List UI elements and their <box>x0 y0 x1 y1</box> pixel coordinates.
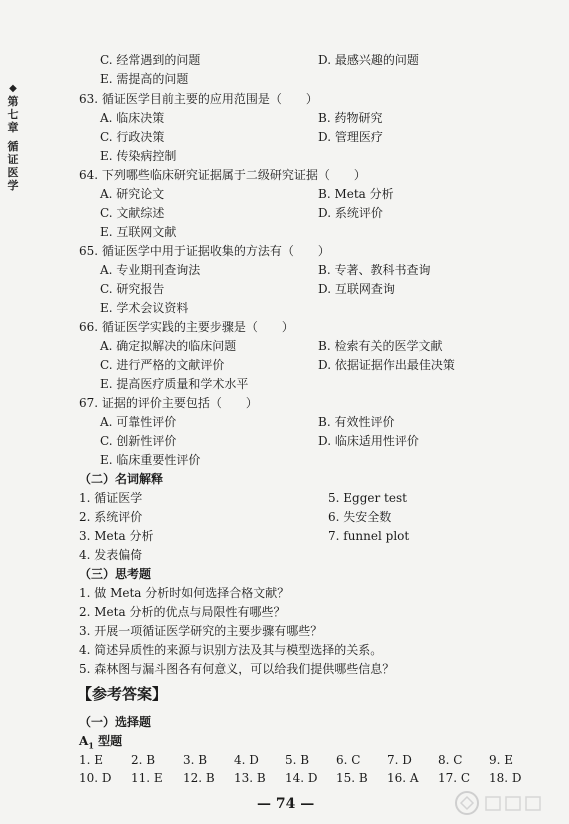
option-b: B. 药物研究 <box>318 111 383 125</box>
answers-subheading: （一）选择题 <box>79 715 152 729</box>
answer-item: 11. E <box>131 771 163 785</box>
q62-option-e: E. 需提高的问题 <box>100 72 189 86</box>
question-stem: 64. 下列哪些临床研究证据属于二级研究证据（ ） <box>79 168 366 182</box>
q62-option-d: D. 最感兴趣的问题 <box>318 53 419 67</box>
answer-item: 12. B <box>183 771 215 785</box>
option-c: C. 创新性评价 <box>100 434 177 448</box>
option-e: E. 提高医疗质量和学术水平 <box>100 377 249 391</box>
thinking-item: 5. 森林图与漏斗图各有何意义，可以给我们提供哪些信息？ <box>79 662 395 676</box>
option-b: B. 有效性评价 <box>318 415 395 429</box>
answer-item: 8. C <box>438 753 463 767</box>
answer-item: 14. D <box>285 771 318 785</box>
answer-item: 2. B <box>131 753 156 767</box>
thinking-item: 2. Meta 分析的优点与局限性有哪些？ <box>79 605 286 619</box>
thinking-item: 3. 开展一项循证医学研究的主要步骤有哪些？ <box>79 624 323 638</box>
option-a: A. 专业期刊查询法 <box>100 263 201 277</box>
thinking-item: 1. 做 Meta 分析时如何选择合格文献？ <box>79 586 290 600</box>
terms-heading: （二）名词解释 <box>79 472 164 486</box>
watermark-icon <box>452 788 562 818</box>
q62-option-c: C. 经常遇到的问题 <box>100 53 201 67</box>
option-b: B. 专著、教科书查询 <box>318 263 431 277</box>
term-item: 1. 循证医学 <box>79 491 143 505</box>
answer-item: 3. B <box>183 753 208 767</box>
option-e: E. 临床重要性评价 <box>100 453 201 467</box>
term-item: 6. 失安全数 <box>328 510 392 524</box>
term-item: 4. 发表偏倚 <box>79 548 143 562</box>
question-stem: 66. 循证医学实践的主要步骤是（ ） <box>79 320 294 334</box>
answer-item: 15. B <box>336 771 368 785</box>
option-d: D. 临床适用性评价 <box>318 434 419 448</box>
question-stem: 65. 循证医学中用于证据收集的方法有（ ） <box>79 244 330 258</box>
answer-item: 13. B <box>234 771 266 785</box>
answer-item: 17. C <box>438 771 471 785</box>
option-b: B. Meta 分析 <box>318 187 394 201</box>
answer-item: 1. E <box>79 753 104 767</box>
thinking-item: 4. 简述异质性的来源与识别方法及其与模型选择的关系。 <box>79 643 383 657</box>
answer-item: 6. C <box>336 753 361 767</box>
answers-heading: 【参考答案】 <box>77 685 168 703</box>
watermark-logo <box>452 788 562 818</box>
option-e: E. 互联网文献 <box>100 225 177 239</box>
option-a: A. 研究论文 <box>100 187 165 201</box>
option-d: D. 管理医疗 <box>318 130 383 144</box>
option-a: A. 可靠性评价 <box>100 415 177 429</box>
option-c: C. 文献综述 <box>100 206 165 220</box>
sidebar-title: 循证医学 <box>7 140 19 192</box>
option-c: C. 进行严格的文献评价 <box>100 358 225 372</box>
page-number: — 74 — <box>257 796 315 812</box>
option-c: C. 行政决策 <box>100 130 165 144</box>
option-a: A. 确定拟解决的临床问题 <box>100 339 237 353</box>
option-c: C. 研究报告 <box>100 282 165 296</box>
answer-item: 4. D <box>234 753 259 767</box>
option-d: D. 依据证据作出最佳决策 <box>318 358 455 372</box>
term-item: 5. Egger test <box>328 491 407 505</box>
chapter-sidebar <box>2 82 24 192</box>
option-e: E. 学术会议资料 <box>100 301 189 315</box>
answer-item: 10. D <box>79 771 112 785</box>
question-stem: 63. 循证医学目前主要的应用范围是（ ） <box>79 92 318 106</box>
answer-item: 9. E <box>489 753 514 767</box>
option-a: A. 临床决策 <box>100 111 165 125</box>
answer-item: 7. D <box>387 753 412 767</box>
option-b: B. 检索有关的医学文献 <box>318 339 443 353</box>
question-type: $A_1$ 型题 <box>79 734 123 751</box>
option-d: D. 系统评价 <box>318 206 383 220</box>
term-item: 3. Meta 分析 <box>79 529 154 543</box>
answer-item: 5. B <box>285 753 310 767</box>
term-item: 2. 系统评价 <box>79 510 143 524</box>
option-d: D. 互联网查询 <box>318 282 395 296</box>
question-stem: 67. 证据的评价主要包括（ ） <box>79 396 258 410</box>
option-e: E. 传染病控制 <box>100 149 177 163</box>
sidebar-chapter: 第七章 <box>7 95 19 134</box>
term-item: 7. funnel plot <box>328 529 410 543</box>
answer-item: 18. D <box>489 771 522 785</box>
diamond-icon: ◆ <box>9 83 17 94</box>
answer-item: 16. A <box>387 771 419 785</box>
thinking-heading: （三）思考题 <box>79 567 152 581</box>
